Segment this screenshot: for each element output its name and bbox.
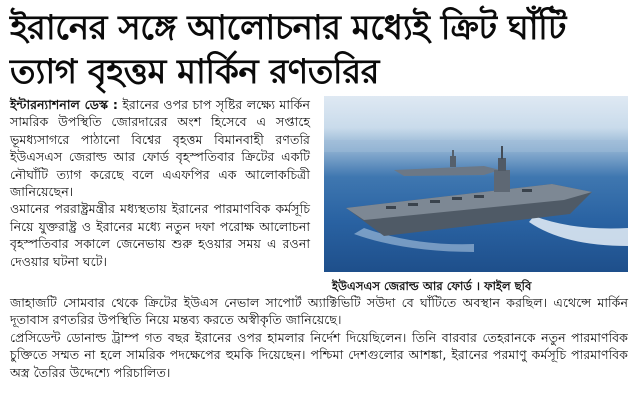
paragraph-1-text: ইরানের ওপর চাপ সৃষ্টির লক্ষ্যে মার্কিন সামরিক উপস্থিতি জোরদারের অংশ হিসেবে এ সপ্তাহে ভূমধ্যসাগরে পাঠানো বিশ্বের বৃহত্তম বিমানবাহী রণতরি ইউএসএস জেরাল্ড আর ফোর্ড বৃহস্পতিবার ক্রিটের একটি নৌঘাঁটি ত্যাগ করেছে বলে এএফপির এক আলোকচিত্রী জানিয়েছেন। <box>10 97 310 200</box>
aircraft-carrier-illustration <box>324 96 628 272</box>
headline <box>10 6 628 94</box>
paragraph-2: ওমানের পররাষ্ট্রমন্ত্রীর মধ্যস্থতায় ইরানের পারমাণবিক কর্মসূচি নিয়ে যুক্তরাষ্ট্র ও ইরানের মধ্যে নতুন দফা পরোক্ষ আলোচনা বৃহস্পতিবার সকালে জেনেভায় শুরু হওয়ার সময় এ রওনা দেওয়ার ঘটনা ঘটে। <box>10 201 310 269</box>
photo-caption: ইউএসএস জেরাল্ড আর ফোর্ড । ফাইল ছবি <box>332 279 532 293</box>
distant-ship <box>394 150 500 176</box>
headline-line-1: ইরানের সঙ্গে আলোচনার মধ্যেই ক্রিট ঘাঁটি <box>10 8 566 48</box>
paragraph-4: প্রেসিডেন্ট ডোনাল্ড ট্রাম্প গত বছর ইরানের ওপর হামলার নির্দেশ দিয়েছিলেন। তিনি বারবার তেহরানকে নতুন পারমাণবিক চুক্তিতে সম্মত না হলে সামরিক পদক্ষেপের হুমকি দিয়েছেন। পশ্চিমা দেশগুলোর আশঙ্কা, ইরানের পরমাণু কর্মসূচি পারমাণবিক অস্ত্র তৈরির উদ্দেশ্যে পরিচালিত। <box>10 329 628 380</box>
dateline: ইন্টারন্যাশনাল ডেস্ক : <box>10 97 118 112</box>
paragraph-3: জাহাজটি সোমবার থেকে ক্রিটের ইউএস নেভাল সাপোর্ট অ্যাক্টিভিটি সউদা বে ঘাঁটিতে অবস্থান করছিল। এথেন্সে মার্কিন দূতাবাস রণতরির উপস্থিতি নিয়ে মন্তব্য করতে অস্বীকৃতি জানিয়েছে। <box>10 295 628 328</box>
headline-line-2: ত্যাগ বৃহত্তম মার্কিন রণতরির <box>10 52 379 92</box>
article-photo <box>324 96 628 272</box>
text-column-left <box>10 96 310 270</box>
text-full-width <box>10 294 628 381</box>
paragraph-1 <box>10 96 310 200</box>
